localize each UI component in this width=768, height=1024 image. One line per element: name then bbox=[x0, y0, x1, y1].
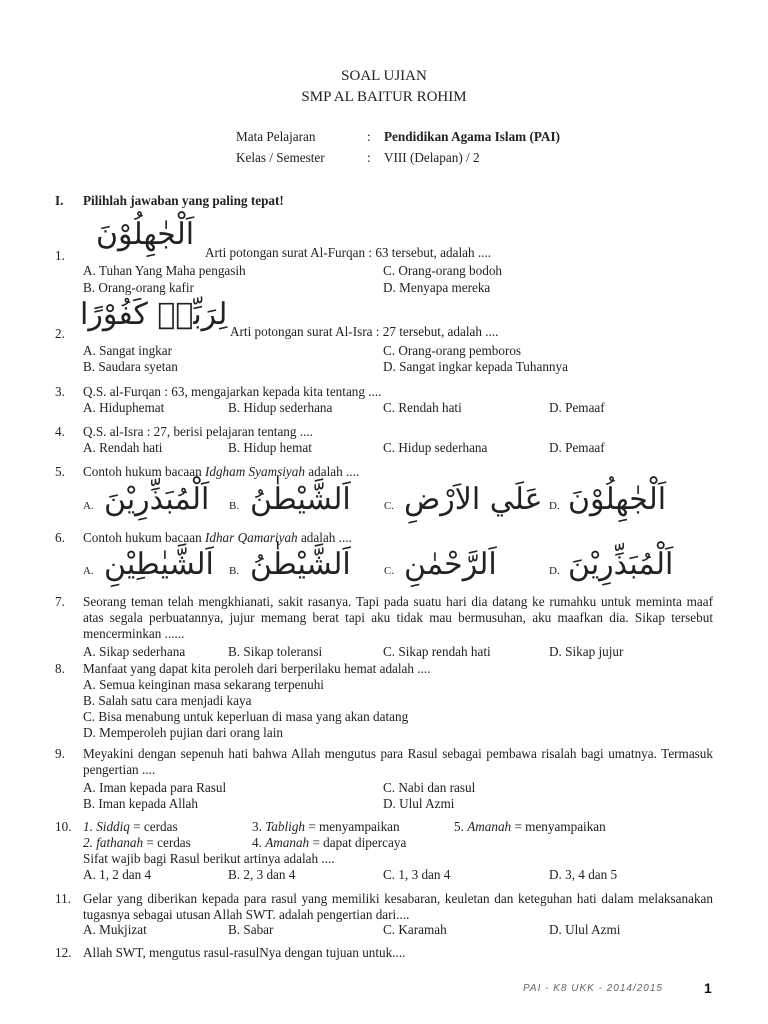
q9-number: 9. bbox=[55, 746, 65, 761]
q12-text: Allah SWT, mengutus rasul-rasulNya dengan tujuan untuk.... bbox=[83, 945, 406, 960]
q12-number: 12. bbox=[55, 945, 72, 960]
q3-option-d: D. Pemaaf bbox=[549, 400, 605, 415]
q3-text: Q.S. al-Furqan : 63, mengajarkan kepada kita tentang .... bbox=[83, 384, 382, 399]
q10-item-1: 1. Siddiq = cerdas bbox=[83, 819, 178, 834]
q9-option-d: D. Ulul Azmi bbox=[383, 796, 455, 811]
subject-value: Pendidikan Agama Islam (PAI) bbox=[384, 129, 560, 144]
q10-option-a: A. 1, 2 dan 4 bbox=[83, 867, 152, 882]
exam-title: SOAL UJIAN bbox=[341, 68, 427, 84]
q8-text: Manfaat yang dapat kita peroleh dari berperilaku hemat adalah .... bbox=[83, 661, 431, 676]
q6-number: 6. bbox=[55, 530, 65, 545]
q4-option-b: B. Hidup hemat bbox=[228, 440, 312, 455]
q1-option-d: D. Menyapa mereka bbox=[383, 280, 491, 295]
q5-option-d-arabic: اَلْجٰهِلُوْنَ bbox=[568, 482, 667, 517]
q6-option-a-arabic: اَلشَّيٰطِيْنِ bbox=[104, 547, 214, 582]
class-colon: : bbox=[367, 150, 371, 165]
page-number: 1 bbox=[704, 980, 712, 996]
q5-option-c-arabic: عَلَي الاَرْضِ bbox=[404, 482, 543, 517]
q2-option-a: A. Sangat ingkar bbox=[83, 343, 172, 358]
q11-option-c: C. Karamah bbox=[383, 922, 447, 937]
q10-item-2: 2. fathanah = cerdas bbox=[83, 835, 191, 850]
q8-number: 8. bbox=[55, 661, 65, 676]
q10-option-c: C. 1, 3 dan 4 bbox=[383, 867, 451, 882]
class-value: VIII (Delapan) / 2 bbox=[384, 150, 480, 165]
q1-option-a: A. Tuhan Yang Maha pengasih bbox=[83, 263, 246, 278]
q9-option-a: A. Iman kepada para Rasul bbox=[83, 780, 227, 795]
q2-option-c: C. Orang-orang pemboros bbox=[383, 343, 522, 358]
q9-option-c: C. Nabi dan rasul bbox=[383, 780, 476, 795]
q2-option-d: D. Sangat ingkar kepada Tuhannya bbox=[383, 359, 568, 374]
footer-text: PAI - K8 UKK - 2014/2015 bbox=[523, 983, 663, 994]
section-instruction: Pilihlah jawaban yang paling tepat! bbox=[83, 193, 284, 208]
q8-option-b: B. Salah satu cara menjadi kaya bbox=[83, 693, 252, 708]
q5-option-b-arabic: اَلشَّيْطٰنُ bbox=[250, 482, 351, 517]
subject-label: Mata Pelajaran bbox=[236, 129, 316, 144]
q1-option-b: B. Orang-orang kafir bbox=[83, 280, 194, 295]
q10-text: Sifat wajib bagi Rasul berikut artinya adalah .... bbox=[83, 851, 335, 866]
q6-option-c-arabic: اَلرَّحْمٰنِ bbox=[404, 547, 497, 582]
q8-option-c: C. Bisa menabung untuk keperluan di masa yang akan datang bbox=[83, 709, 409, 724]
q5-option-d-label: D. bbox=[549, 500, 560, 512]
q9-option-b: B. Iman kepada Allah bbox=[83, 796, 198, 811]
q4-number: 4. bbox=[55, 424, 65, 439]
q6-option-d-label: D. bbox=[549, 565, 560, 577]
q7-option-a: A. Sikap sederhana bbox=[83, 644, 186, 659]
q4-text: Q.S. al-Isra : 27, berisi pelajaran tentang .... bbox=[83, 424, 313, 439]
q3-option-b: B. Hidup sederhana bbox=[228, 400, 333, 415]
q10-option-d: D. 3, 4 dan 5 bbox=[549, 867, 618, 882]
q1-text: Arti potongan surat Al-Furqan : 63 tersebut, adalah .... bbox=[205, 245, 492, 260]
q1-number: 1. bbox=[55, 248, 65, 263]
q2-option-b: B. Saudara syetan bbox=[83, 359, 178, 374]
q5-option-c-label: C. bbox=[384, 500, 395, 512]
q10-number: 10. bbox=[55, 819, 72, 834]
q5-option-a-label: A. bbox=[83, 500, 94, 512]
q6-option-b-label: B. bbox=[229, 565, 240, 577]
q5-option-b-label: B. bbox=[229, 500, 240, 512]
q5-text: Contoh hukum bacaan Idgham Syamsiyah adalah .... bbox=[83, 464, 360, 479]
q6-option-c-label: C. bbox=[384, 565, 395, 577]
q8-option-d: D. Memperoleh pujian dari orang lain bbox=[83, 725, 283, 740]
q1-option-c: C. Orang-orang bodoh bbox=[383, 263, 503, 278]
q6-option-a-label: A. bbox=[83, 565, 94, 577]
q6-option-d-arabic: اَلْمُبَذِّرِيْنَ bbox=[568, 547, 674, 582]
section-number: I. bbox=[55, 193, 64, 208]
q10-item-3: 3. Tabligh = menyampaikan bbox=[252, 819, 400, 834]
q2-text: Arti potongan surat Al-Isra : 27 tersebut, adalah .... bbox=[230, 324, 499, 339]
q7-option-b: B. Sikap toleransi bbox=[228, 644, 323, 659]
q4-option-d: D. Pemaaf bbox=[549, 440, 605, 455]
q6-option-b-arabic: اَلشَّيْطٰنُ bbox=[250, 547, 351, 582]
q7-text: Seorang teman telah mengkhianati, sakit rasanya. Tapi pada suatu hari dia datang ke rumahku untuk meminta maaf atas segala perbuatannya, jujur memang berat tapi aku tidak mau bermusuhan, aku maafkan dia. Sikap tersebut mencerminkan ...... bbox=[83, 594, 713, 641]
q11-text: Gelar yang diberikan kepada para rasul yang memiliki kesabaran, keuletan dan keteguhan hati dalam melaksanakan tugasnya sebagai utusan Allah SWT. adalah pengertian dari.... bbox=[83, 891, 713, 922]
q8-option-a: A. Semua keinginan masa sekarang terpenuhi bbox=[83, 677, 324, 692]
q11-option-d: D. Ulul Azmi bbox=[549, 922, 621, 937]
q11-number: 11. bbox=[55, 891, 71, 906]
q1-arabic-phrase: اَلْجٰهِلُوْنَ bbox=[96, 217, 195, 252]
q3-option-a: A. Hiduphemat bbox=[83, 400, 165, 415]
q5-option-a-arabic: اَلْمُبَذِّرِيْنَ bbox=[104, 482, 210, 517]
class-label: Kelas / Semester bbox=[236, 150, 325, 165]
q11-option-a: A. Mukjizat bbox=[83, 922, 147, 937]
q10-item-5: 5. Amanah = menyampaikan bbox=[454, 819, 606, 834]
q10-option-b: B. 2, 3 dan 4 bbox=[228, 867, 296, 882]
q3-number: 3. bbox=[55, 384, 65, 399]
q3-option-c: C. Rendah hati bbox=[383, 400, 462, 415]
q6-text: Contoh hukum bacaan Idhar Qamariyah adalah .... bbox=[83, 530, 352, 545]
q10-item-4: 4. Amanah = dapat dipercaya bbox=[252, 835, 407, 850]
q7-number: 7. bbox=[55, 594, 65, 609]
q2-number: 2. bbox=[55, 326, 65, 341]
q11-option-b: B. Sabar bbox=[228, 922, 274, 937]
subject-colon: : bbox=[367, 129, 371, 144]
school-name: SMP AL BAITUR ROHIM bbox=[301, 89, 467, 105]
q4-option-a: A. Rendah hati bbox=[83, 440, 163, 455]
q4-option-c: C. Hidup sederhana bbox=[383, 440, 488, 455]
q2-arabic-phrase: لِرَبِّهٖ كَفُوْرًا bbox=[80, 297, 228, 332]
q7-option-d: D. Sikap jujur bbox=[549, 644, 624, 659]
q9-text: Meyakini dengan sepenuh hati bahwa Allah mengutus para Rasul sebagai pembawa risalah bagi umatnya. Termasuk pengertian .... bbox=[83, 746, 713, 777]
q7-option-c: C. Sikap rendah hati bbox=[383, 644, 491, 659]
q5-number: 5. bbox=[55, 464, 65, 479]
